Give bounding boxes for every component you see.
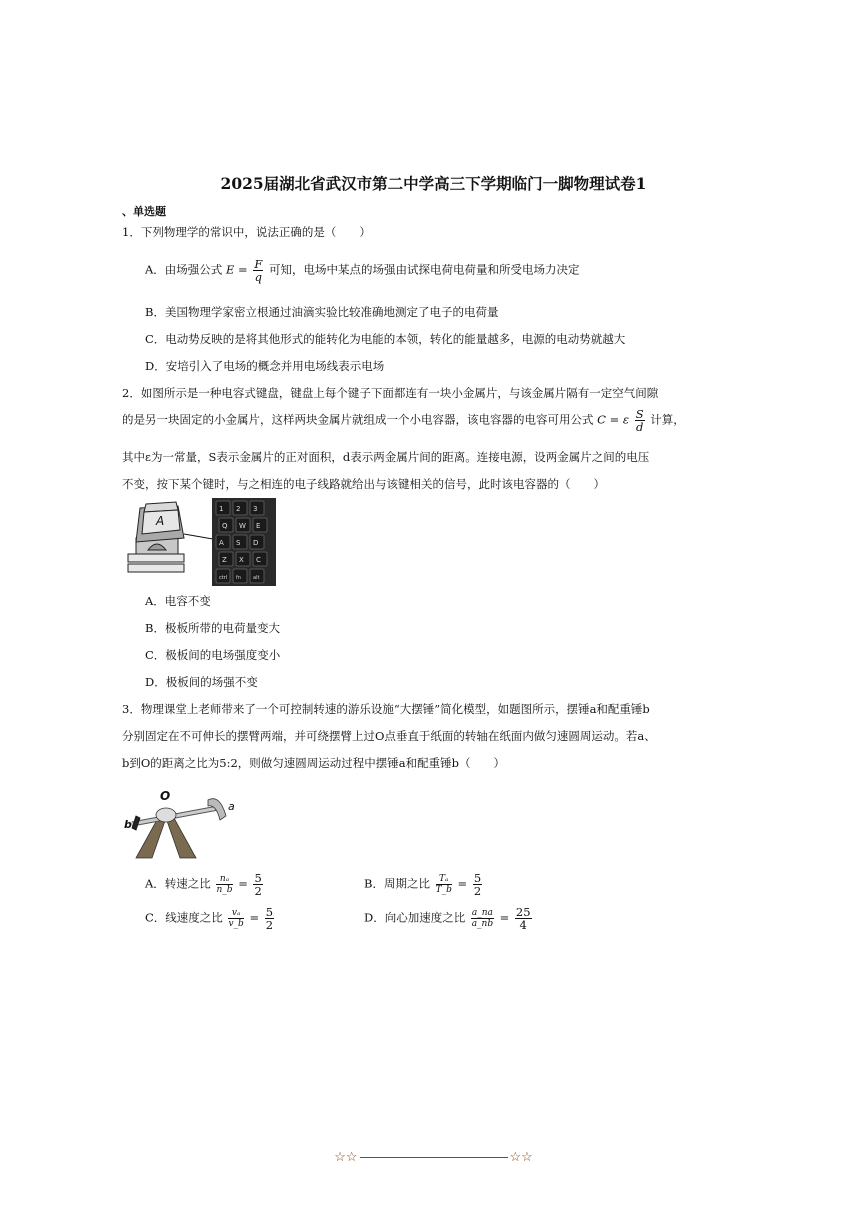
label-a: a (228, 800, 235, 813)
q3-c-value-den: 2 (265, 918, 274, 932)
q3-d-ratio (471, 908, 494, 929)
q3-c-ratio-num: vₐ (228, 908, 243, 919)
keyboard-key-label: ctrl (219, 575, 228, 581)
q3-b-ratio-num: Tₐ (436, 874, 452, 885)
q1-option-c: C．电动势反映的是将其他形式的能转化为电能的本领，转化的能量越多，电源的电动势就越大 (145, 332, 626, 346)
q3-b-ratio (436, 874, 452, 895)
q2-option-d: D．极板间的场强不变 (145, 675, 258, 689)
keyboard-key-label: A (219, 539, 224, 547)
q2-line-1: 2．如图所示是一种电容式键盘，键盘上每个键子下面都连有一块小金属片，与该金属片隔有一定空气间隙 (122, 386, 659, 400)
q3-line-3: b到O的距离之比为5:2，则做匀速圆周运动过程中摆锤a和配重锤b（ ） (122, 756, 506, 770)
q3-option-d-prefix: D．向心加速度之比 (364, 910, 466, 925)
q2-line-2 (122, 408, 685, 433)
q3-line-2: 分别固定在不可伸长的摆臂两端，并可绕摆臂上过O点垂直于纸面的转轴在纸面内做匀速圆周运动。若a、 (122, 729, 656, 743)
q2-option-b: B．极板所带的电荷量变大 (145, 621, 280, 635)
q3-option-b: B．周期之比 $\frac{\text{Tₐ}}{T\_b}$ = $\frac{5}{2}$ (364, 871, 482, 898)
keyboard-key-label: Q (222, 522, 228, 530)
q3-a-value-num: 5 (254, 871, 262, 885)
q1-stem: 1．下列物理学的常识中，说法正确的是（ ） (122, 225, 371, 239)
keyboard-key-label: X (239, 556, 244, 564)
q2-option-c: C．极板间的电场强度变小 (145, 648, 281, 662)
q3-a-ratio (216, 874, 232, 895)
q1-option-a-suffix: 可知，电场中某点的场强由试探电荷电荷量和所受电场力决定 (268, 262, 580, 277)
q2-formula-fraction (635, 408, 645, 433)
q3-d-ratio-num: a_na (471, 908, 493, 918)
q3-c-value-num: 5 (265, 905, 274, 919)
q1-option-a (145, 258, 579, 283)
q2-line-4: 不变，按下某个键时，与之相连的电子线路就给出与该键相关的信号，此时该电容器的（ ） (122, 477, 605, 491)
q3-d-value-den: 4 (519, 918, 527, 932)
footer-right-stars: ☆☆ (509, 1150, 533, 1165)
keyboard-photo (212, 498, 276, 586)
q1-formula-lhs: E = (225, 262, 248, 277)
q2-option-a: A．电容不变 (145, 594, 211, 608)
q3-a-value-den: 2 (254, 884, 262, 898)
keyboard-key-label: C (256, 556, 261, 564)
keyboard-key-label: S (236, 539, 241, 547)
keyboard-figure (126, 498, 278, 586)
q3-line-1: 3．物理课堂上老师带来了一个可控制转速的游乐设施“大摆锤”简化模型，如题图所示，摆锤a和配重锤b (122, 702, 650, 716)
q3-option-a: A．转速之比 $\frac{\text{nₐ}}{n\_b}$ = $\frac{5}{2}$ (145, 871, 262, 898)
q1-option-d: D．安培引入了电场的概念并用电场线表示电场 (145, 359, 385, 373)
section-heading: 、单选题 (122, 205, 166, 218)
q2-line-2-suffix: 计算， (650, 412, 685, 427)
q1-formula-denominator: q (254, 270, 262, 284)
q2-line-2-prefix: 的是另一块固定的小金属片，这样两块金属片就组成一个小电容器，该电容器的电容可用公式 (122, 412, 594, 427)
q3-option-d: D．向心加速度之比 $\frac{a\_na}{a\_nb}$ = $\frac{25}{4}$ (364, 905, 531, 932)
q3-d-value (515, 906, 532, 931)
q2-formula-denominator: d (635, 420, 644, 434)
keyboard-key-label: Z (222, 556, 227, 564)
q3-b-value-num: 5 (473, 871, 482, 885)
q1-option-a-prefix: A．由场强公式 (145, 262, 223, 277)
document-title: 2025届湖北省武汉市第二中学高三下学期临门一脚物理试卷1 (220, 174, 647, 193)
label-b: b (124, 818, 132, 831)
keyboard-key-label: 1 (219, 505, 224, 513)
keyboard-key-label: D (253, 539, 259, 547)
q3-option-c-prefix: C．线速度之比 (145, 910, 223, 925)
right-support-leg (166, 818, 196, 858)
q2-formula-lhs: C = ε (597, 412, 630, 427)
keyboard-key-label: E (256, 522, 261, 530)
q3-a-value (253, 872, 262, 897)
q2-formula-numerator: S (635, 407, 644, 421)
keyboard-key-label: 2 (236, 505, 241, 513)
q3-d-value-num: 25 (515, 905, 531, 919)
keyboard-key-label: fn (236, 575, 241, 581)
q2-line-3: 其中ε为一常量，S表示金属片的正对面积，d表示两金属片间的距离。连接电源，设两金属片之间的电压 (122, 450, 650, 464)
label-o: O (160, 789, 171, 803)
q3-b-ratio-den: T_b (435, 885, 452, 895)
q3-c-value (265, 906, 274, 931)
q3-b-value-den: 2 (473, 884, 482, 898)
q1-option-b: B．美国物理学家密立根通过油滴实验比较准确地测定了电子的电荷量 (145, 305, 499, 319)
keyboard-key-label: 3 (253, 505, 258, 513)
q3-option-a-prefix: A．转速之比 (145, 876, 211, 891)
q3-c-ratio (228, 908, 243, 929)
q3-b-value (473, 872, 482, 897)
pendulum-ride-figure (122, 786, 246, 860)
q3-a-ratio-num: nₐ (216, 874, 232, 885)
q3-option-c: C．线速度之比 $\frac{\text{vₐ}}{v\_b}$ = $\frac{5}{2}$ (145, 905, 274, 932)
q3-option-b-prefix: B．周期之比 (364, 876, 430, 891)
keyboard-key-label: alt (253, 575, 260, 581)
q1-formula-fraction (253, 258, 263, 283)
page-footer-ornament (0, 1150, 867, 1165)
key-cap-letter: A (156, 514, 165, 528)
q3-c-ratio-den: v_b (228, 919, 244, 929)
q3-a-ratio-den: n_b (216, 885, 233, 895)
q3-d-ratio-den: a_nb (471, 919, 494, 929)
footer-rule (360, 1157, 508, 1159)
q1-formula-numerator: F (254, 257, 263, 271)
keyboard-key-label: W (239, 522, 246, 530)
footer-left-stars: ☆☆ (334, 1150, 358, 1165)
pivot-hub (156, 808, 176, 822)
